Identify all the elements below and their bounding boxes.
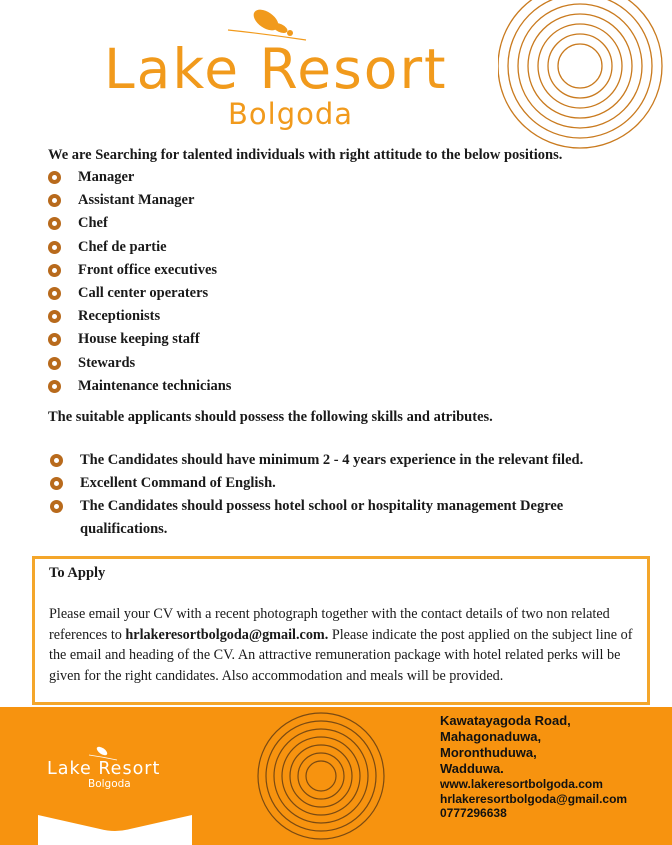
logo-banner-shape bbox=[38, 815, 192, 845]
position-label: Call center operaters bbox=[78, 285, 209, 302]
position-label: Chef de partie bbox=[78, 238, 167, 255]
phone-number: 0777296638 bbox=[440, 806, 507, 820]
concentric-rings-decoration bbox=[498, 0, 672, 150]
bullet-icon bbox=[48, 310, 61, 323]
list-item bbox=[48, 212, 231, 235]
position-label: Chef bbox=[78, 215, 108, 232]
bullet-icon bbox=[48, 217, 61, 230]
list-item bbox=[48, 282, 231, 305]
concentric-rings-decoration bbox=[256, 711, 386, 841]
footer-logo-subtitle: Bolgoda bbox=[88, 778, 131, 790]
bullet-icon bbox=[48, 287, 61, 300]
bullet-icon bbox=[50, 500, 63, 513]
apply-instructions bbox=[49, 604, 641, 686]
address-line: Mahagonaduwa, bbox=[440, 729, 542, 744]
list-item bbox=[48, 352, 231, 375]
apply-title: To Apply bbox=[49, 565, 106, 581]
header bbox=[0, 0, 672, 148]
list-item bbox=[50, 449, 650, 472]
position-label: Assistant Manager bbox=[78, 192, 195, 209]
requirement-text: The Candidates should have minimum 2 - 4 years experience in the relevant filed. bbox=[80, 452, 584, 468]
bullet-icon bbox=[48, 241, 61, 254]
requirement-text: The Candidates should possess hotel school or hospitality management Degree qualifications. bbox=[80, 498, 564, 537]
logo-title: Lake Resort bbox=[104, 37, 448, 101]
bullet-icon bbox=[48, 380, 61, 393]
position-label: Stewards bbox=[78, 354, 136, 371]
bullet-icon bbox=[48, 333, 61, 346]
bullet-icon bbox=[48, 171, 61, 184]
requirement-text: Excellent Command of English. bbox=[80, 475, 276, 491]
list-item bbox=[48, 166, 231, 189]
footer bbox=[0, 707, 672, 845]
position-label: Maintenance technicians bbox=[78, 377, 232, 394]
bullet-icon bbox=[50, 477, 63, 490]
intro-text: We are Searching for talented individuals with right attitude to the below positions. bbox=[48, 147, 563, 163]
bullet-icon bbox=[48, 264, 61, 277]
list-item bbox=[48, 189, 231, 212]
email-link[interactable]: hrlakeresortbolgoda@gmail.com bbox=[440, 791, 628, 806]
apply-email-link[interactable]: hrlakeresortbolgoda@gmail.com. bbox=[125, 626, 329, 643]
positions-list bbox=[48, 166, 231, 398]
requirements-list bbox=[50, 449, 650, 541]
list-item bbox=[50, 495, 650, 541]
website-link[interactable]: www.lakeresortbolgoda.com bbox=[440, 777, 603, 791]
apply-text-part: Please email your CV with a recent photograph together with the contact details of two non related references to bbox=[49, 606, 610, 643]
address-line: Wadduwa. bbox=[440, 761, 504, 776]
apply-box bbox=[32, 556, 650, 705]
bullet-icon bbox=[50, 454, 63, 467]
address-line: Kawatayagoda Road, bbox=[440, 713, 571, 728]
apply-text-part: Please indicate the post applied on the subject line of the email and heading of the CV. An attractive remuneration package with hotel related perks will be given for the right candidates. Also accommodation and meals will be provided. bbox=[49, 626, 633, 684]
skills-intro-text: The suitable applicants should possess the following skills and atributes. bbox=[48, 409, 493, 425]
list-item bbox=[50, 472, 650, 495]
list-item bbox=[48, 375, 231, 398]
address-line: Moronthuduwa, bbox=[440, 745, 537, 760]
position-label: Manager bbox=[78, 169, 135, 186]
footer-logo-title: Lake Resort bbox=[47, 759, 161, 779]
list-item bbox=[48, 236, 231, 259]
list-item bbox=[48, 328, 231, 351]
bullet-icon bbox=[48, 357, 61, 370]
logo-subtitle: Bolgoda bbox=[228, 97, 354, 131]
position-label: Front office executives bbox=[78, 261, 218, 278]
bullet-icon bbox=[48, 194, 61, 207]
contact-info bbox=[440, 713, 627, 821]
position-label: Receptionists bbox=[78, 308, 161, 325]
list-item bbox=[48, 305, 231, 328]
position-label: House keeping staff bbox=[78, 331, 200, 348]
list-item bbox=[48, 259, 231, 282]
